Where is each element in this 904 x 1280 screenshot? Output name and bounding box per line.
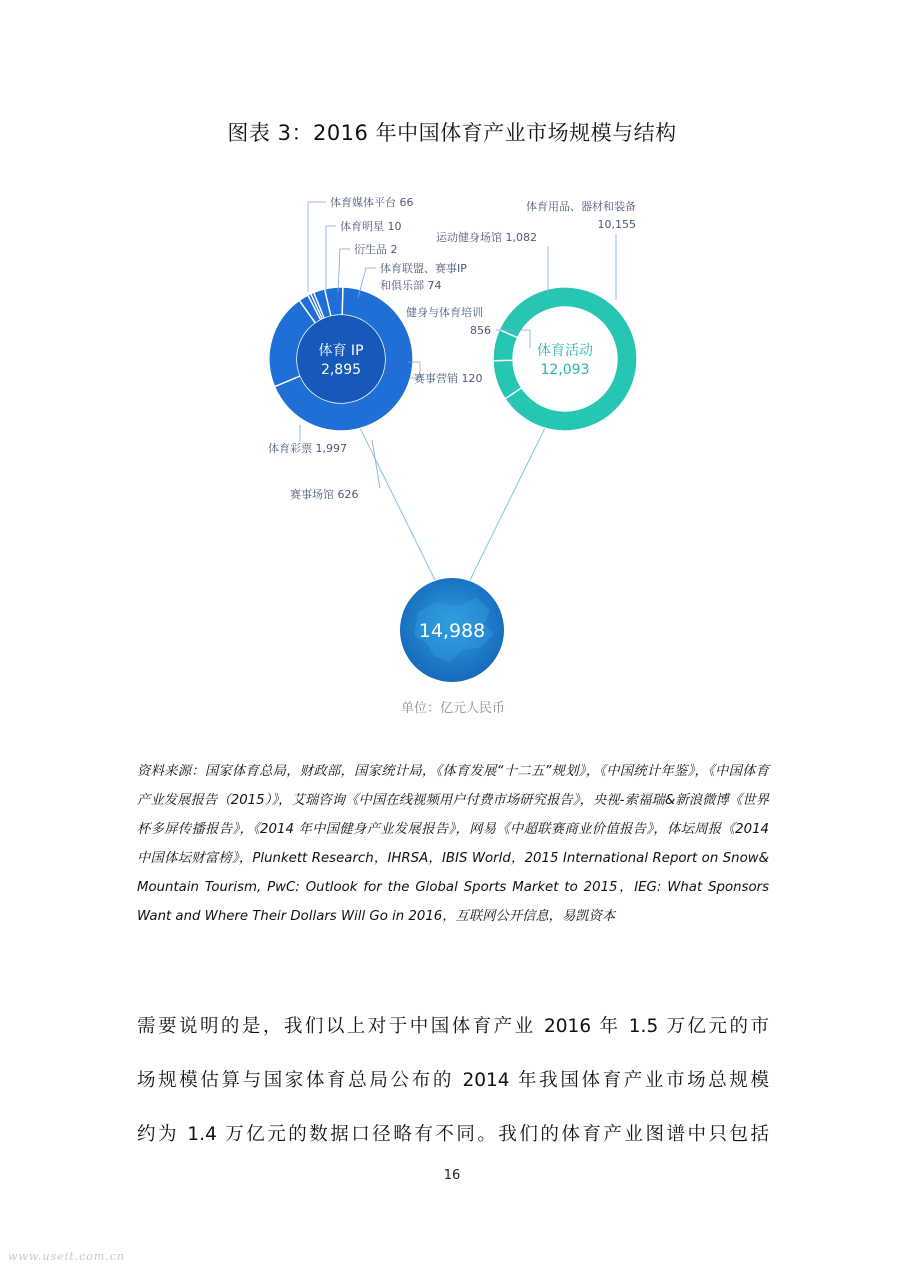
ip-center-name: 体育 IP <box>318 343 364 359</box>
body-line: 需要说明的是，我们以上对于中国体育产业 2016 年 1.5 万亿元的市 <box>137 1016 769 1037</box>
ip-donut <box>269 287 413 431</box>
figure-title: 图表 3：2016 年中国体育产业市场规模与结构 <box>227 121 677 145</box>
page-number: 16 <box>443 1168 461 1183</box>
activity-center-name: 体育活动 <box>537 343 593 359</box>
total-bubble <box>400 578 504 682</box>
leader-line <box>372 440 380 488</box>
donut-hole <box>513 307 617 411</box>
watermark: www.useit.com.cn <box>8 1250 126 1263</box>
leader-line <box>326 226 336 292</box>
leader-line <box>308 202 326 292</box>
label-training-2: 856 <box>470 324 491 337</box>
label-star: 体育明星 10 <box>340 220 402 233</box>
body-paragraph <box>137 1000 769 1162</box>
leader-line <box>338 249 350 292</box>
label-venue: 赛事场馆 626 <box>290 488 359 501</box>
label-media: 体育媒体平台 66 <box>330 196 414 209</box>
source-note: 资料来源：国家体育总局，财政部，国家统计局，《体育发展“十二五”规划》，《中国统计年鉴》，《中国体育产业发展报告（2015）》，艾瑞咨询《中国在线视频用户付费市场研究报告》，央视-索福瑞&新浪微博《世界杯多屏传播报告》，《2014 年中国健身产业发展报告》，网易《中超联赛商业价值报告》，体坛周报《2014 中国体坛财富榜》，Plunkett Research，IHRSA，IBIS World，2015 International Report on Snow& Mountain Tourism, PwC: Outlook for the Global Sports Market to 2015，IEG: What Sponsors Want and Where Their Dollars Will Go in 2016，互联网公开信息，易凯资本 <box>137 764 769 924</box>
connector-activity <box>470 428 545 580</box>
label-equipment-1: 体育用品、器材和装备 <box>526 200 636 213</box>
activity-donut <box>493 287 637 431</box>
donut-hole <box>297 315 385 403</box>
connector-lines <box>360 428 545 580</box>
connector-ip <box>360 428 435 580</box>
label-training-1: 健身与体育培训 <box>406 306 483 319</box>
body-line: 约为 1.4 万亿元的数据口径略有不同。我们的体育产业图谱中只包括 <box>137 1124 769 1145</box>
label-equipment-2: 10,155 <box>597 218 636 231</box>
body-line: 场规模估算与国家体育总局公布的 2014 年我国体育产业市场总规模 <box>137 1070 769 1091</box>
total-value: 14,988 <box>418 620 486 642</box>
label-merch: 衍生品 2 <box>354 243 398 256</box>
activity-center-value: 12,093 <box>540 362 590 378</box>
label-gym: 运动健身场馆 1,082 <box>436 231 537 244</box>
unit-label: 单位：亿元人民币 <box>400 701 506 716</box>
label-league-2: 和俱乐部 74 <box>380 279 442 292</box>
label-league-1: 体育联盟、赛事IP <box>380 262 467 275</box>
ip-center-value: 2,895 <box>320 362 362 378</box>
label-lottery: 体育彩票 1,997 <box>268 442 347 455</box>
label-marketing: 赛事营销 120 <box>414 372 483 385</box>
